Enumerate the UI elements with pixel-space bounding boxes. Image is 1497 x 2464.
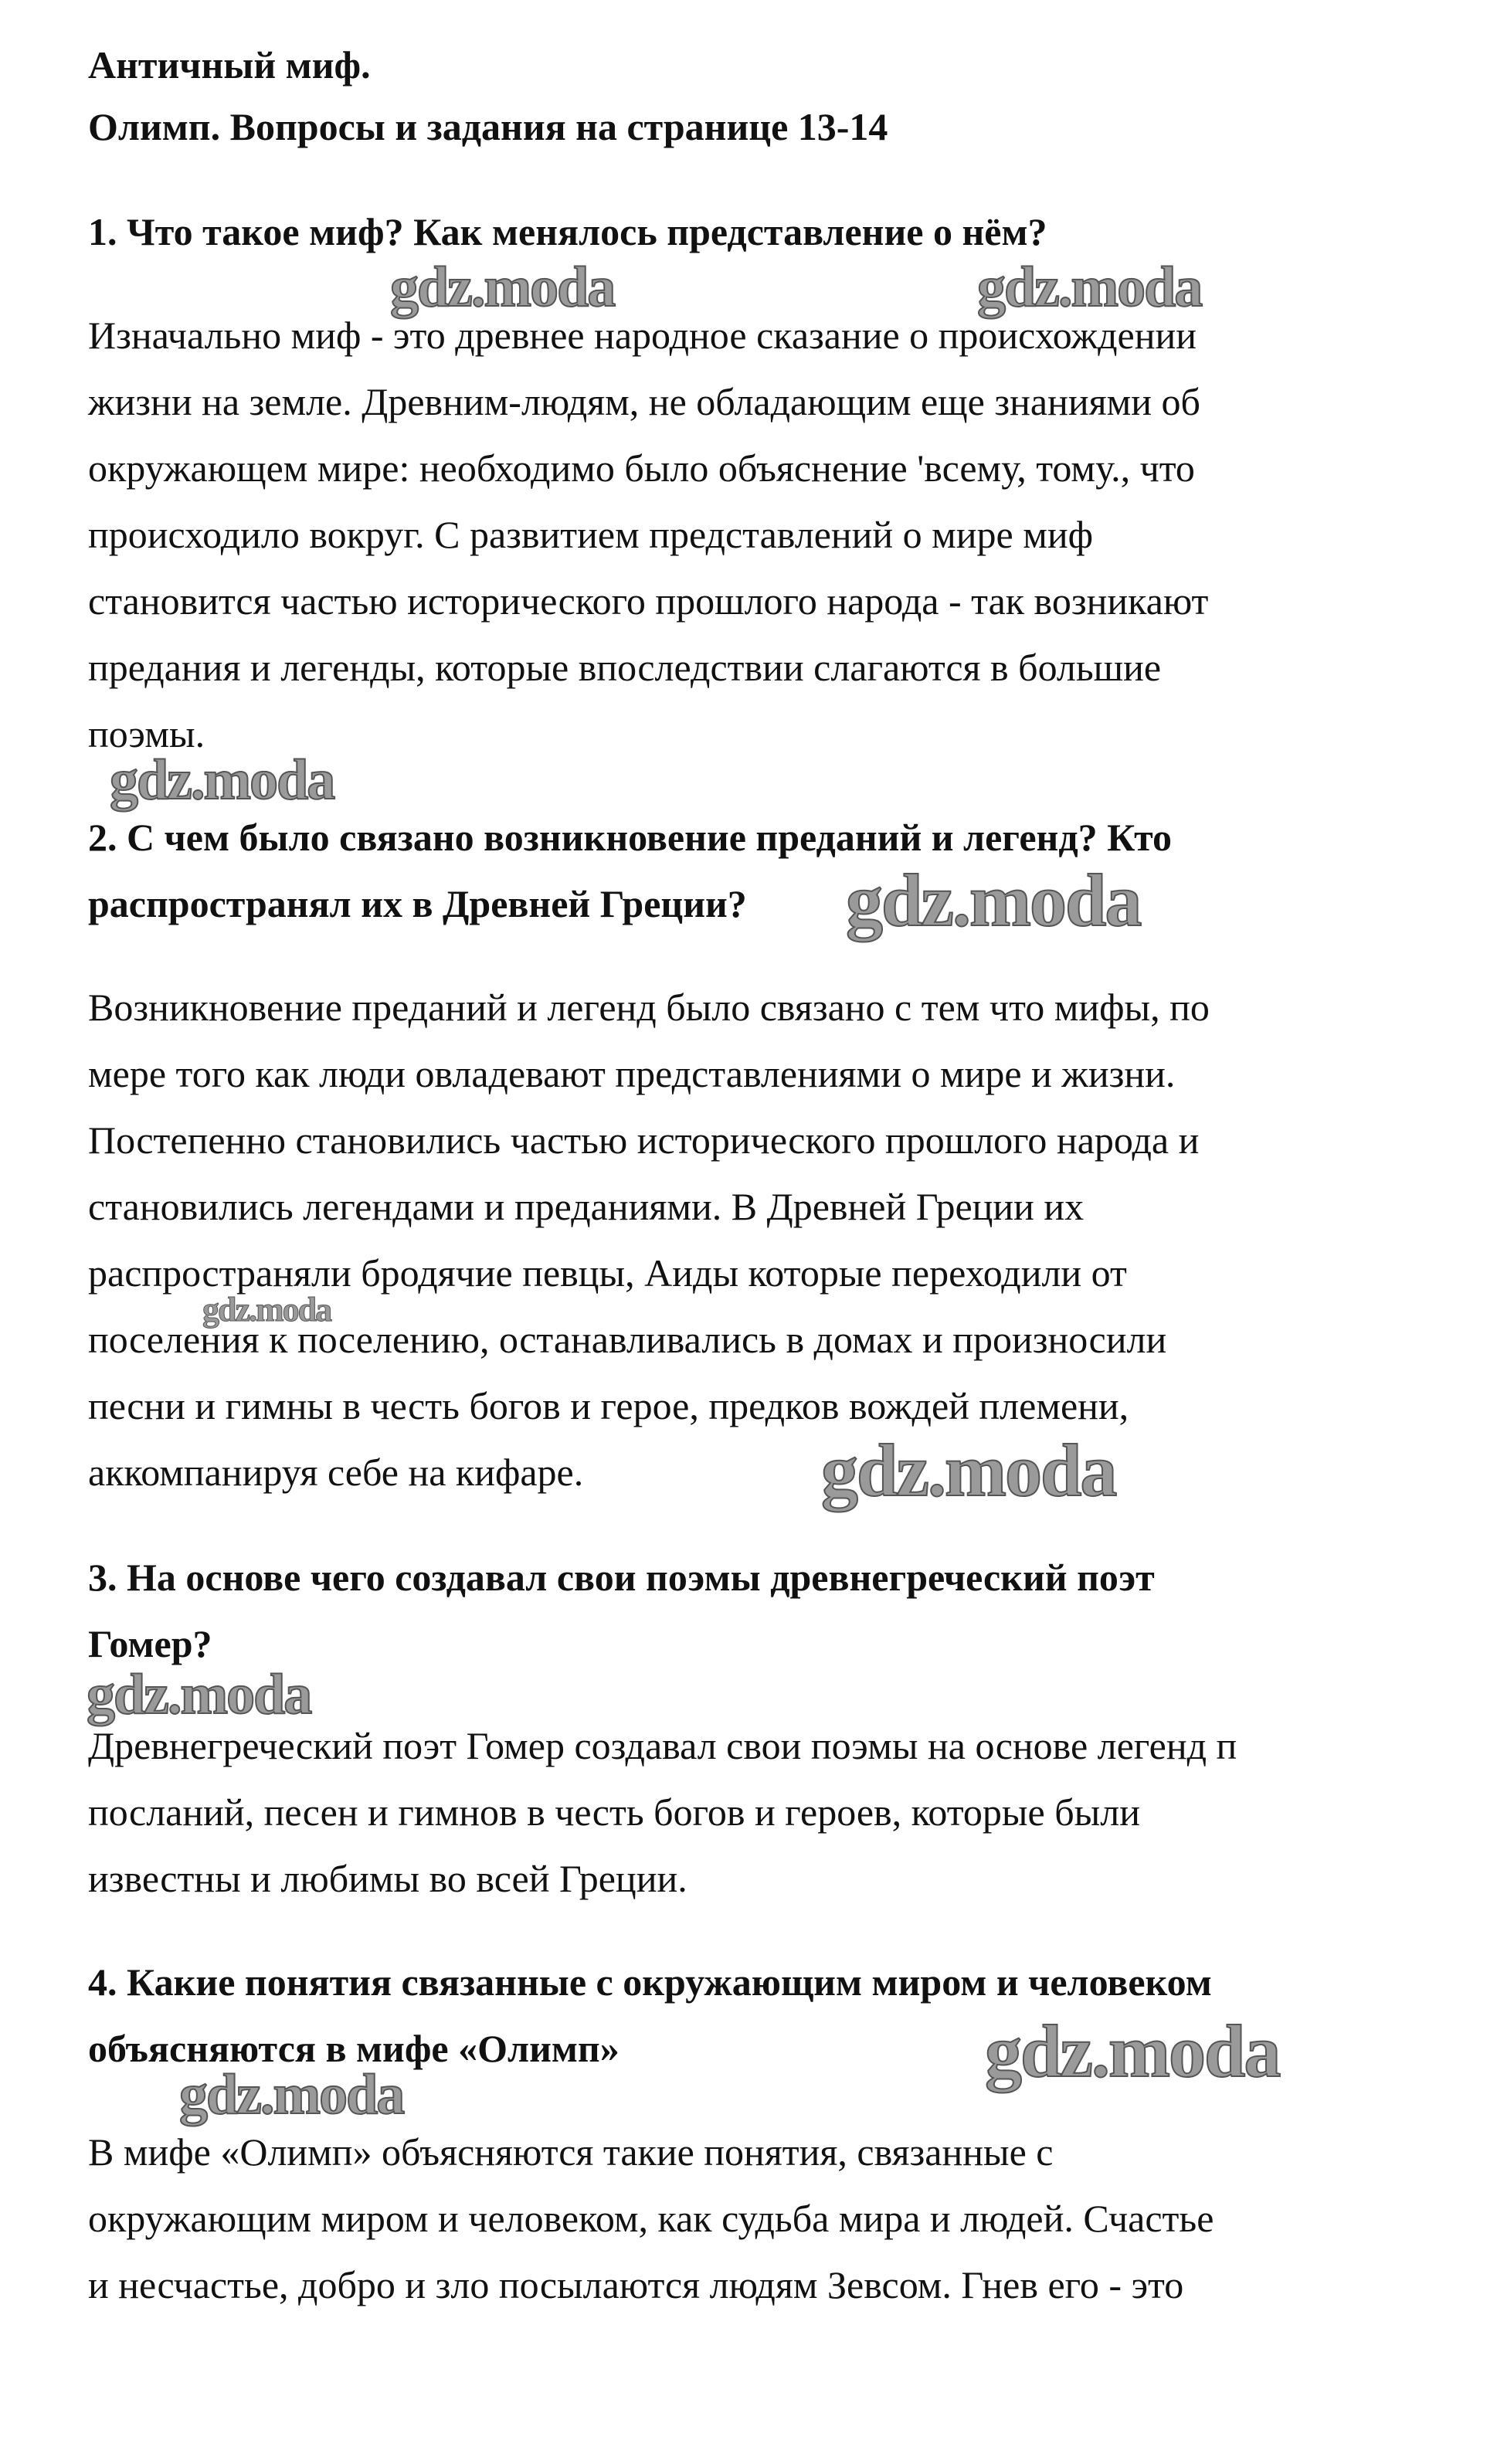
answer-line: предания и легенды, которые впоследствии слагаются в большие [88, 646, 1162, 689]
question-3-heading [88, 1544, 1448, 1677]
answer-line: становится частью исторического прошлого народа - так возникают [88, 579, 1209, 623]
answer-line: поселения к поселению, останавливались в домах и произносили [88, 1318, 1167, 1361]
answer-line: окружающим миром и человеком, как судьба мира и людей. Счастье [88, 2197, 1214, 2240]
watermark: gdz.moda [821, 1429, 1116, 1512]
heading-line: 4. Какие понятия связанные с окружающим миром и человеком [88, 1960, 1212, 2004]
heading-line: 1. Что такое миф? Как менялось представление о нём? [88, 210, 1047, 253]
heading-line: Гомер? [88, 1622, 212, 1665]
answer-line: известны и любимы во всей Греции. [88, 1857, 687, 1900]
watermark: gdz.moda [202, 1291, 331, 1329]
answer-line: жизни на земле. Древним-людям, не обладающим еще знаниями об [88, 380, 1200, 423]
question-4-answer [88, 2119, 1448, 2318]
watermark: gdz.moda [179, 2063, 404, 2126]
answer-line: происходило вокруг. С развитием представлений о мире миф [88, 513, 1094, 556]
answer-line: песни и гимны в честь богов и герое, предков вождей племени, [88, 1384, 1129, 1427]
answer-line: мере того как люди овладевают представлениями о мире и жизни. [88, 1052, 1176, 1095]
heading-line: распространял их в Древней Греции? [88, 882, 747, 925]
question-1-heading [88, 199, 1448, 265]
watermark: gdz.moda [985, 2010, 1280, 2092]
answer-line: становились легендами и преданиями. В Древней Греции их [88, 1185, 1085, 1228]
heading-line: 3. На основе чего создавал свои поэмы древнегреческий поэт [88, 1556, 1155, 1599]
answer-line: Постепенно становились частью исторического прошлого народа и [88, 1118, 1200, 1162]
answer-line: Древнегреческий поэт Гомер создавал свои поэмы на основе легенд п [88, 1724, 1237, 1767]
watermark: gdz.moda [110, 748, 334, 812]
answer-line: В мифе «Олимп» объясняются такие понятия, связанные с [88, 2130, 1054, 2174]
document-title: Античный миф. [88, 43, 371, 87]
answer-line: аккомпанируя себе на кифаре. [88, 1451, 584, 1494]
watermark: gdz.moda [846, 859, 1141, 942]
question-2-heading [88, 804, 1448, 937]
heading-line: 2. С чем было связано возникновение преданий и легенд? Кто [88, 816, 1173, 859]
question-1-answer [88, 302, 1448, 767]
watermark: gdz.moda [390, 256, 615, 319]
heading-line: объясняются в мифе «Олимп» [88, 2027, 620, 2070]
answer-line: поэмы. [88, 712, 205, 755]
watermark: gdz.moda [977, 256, 1202, 319]
question-3-answer [88, 1712, 1448, 1912]
question-2-answer [88, 974, 1448, 1505]
document-subtitle: Олимп. Вопросы и задания на странице 13-14 [88, 105, 888, 148]
watermark: gdz.moda [87, 1663, 311, 1726]
answer-line: распространяли бродячие певцы, Аиды которые переходили от [88, 1251, 1127, 1295]
answer-line: Возникновение преданий и легенд было связано с тем что мифы, по [88, 986, 1210, 1029]
answer-line: окружающем мире: необходимо было объяснение 'всему, тому., что [88, 446, 1195, 490]
answer-line: посланий, песен и гимнов в честь богов и героев, которые были [88, 1790, 1140, 1834]
answer-line: Изначально миф - это древнее народное сказание о происхождении [88, 314, 1197, 357]
answer-line: и несчастье, добро и зло посылаются людям Зевсом. Гнев его - это [88, 2263, 1184, 2306]
